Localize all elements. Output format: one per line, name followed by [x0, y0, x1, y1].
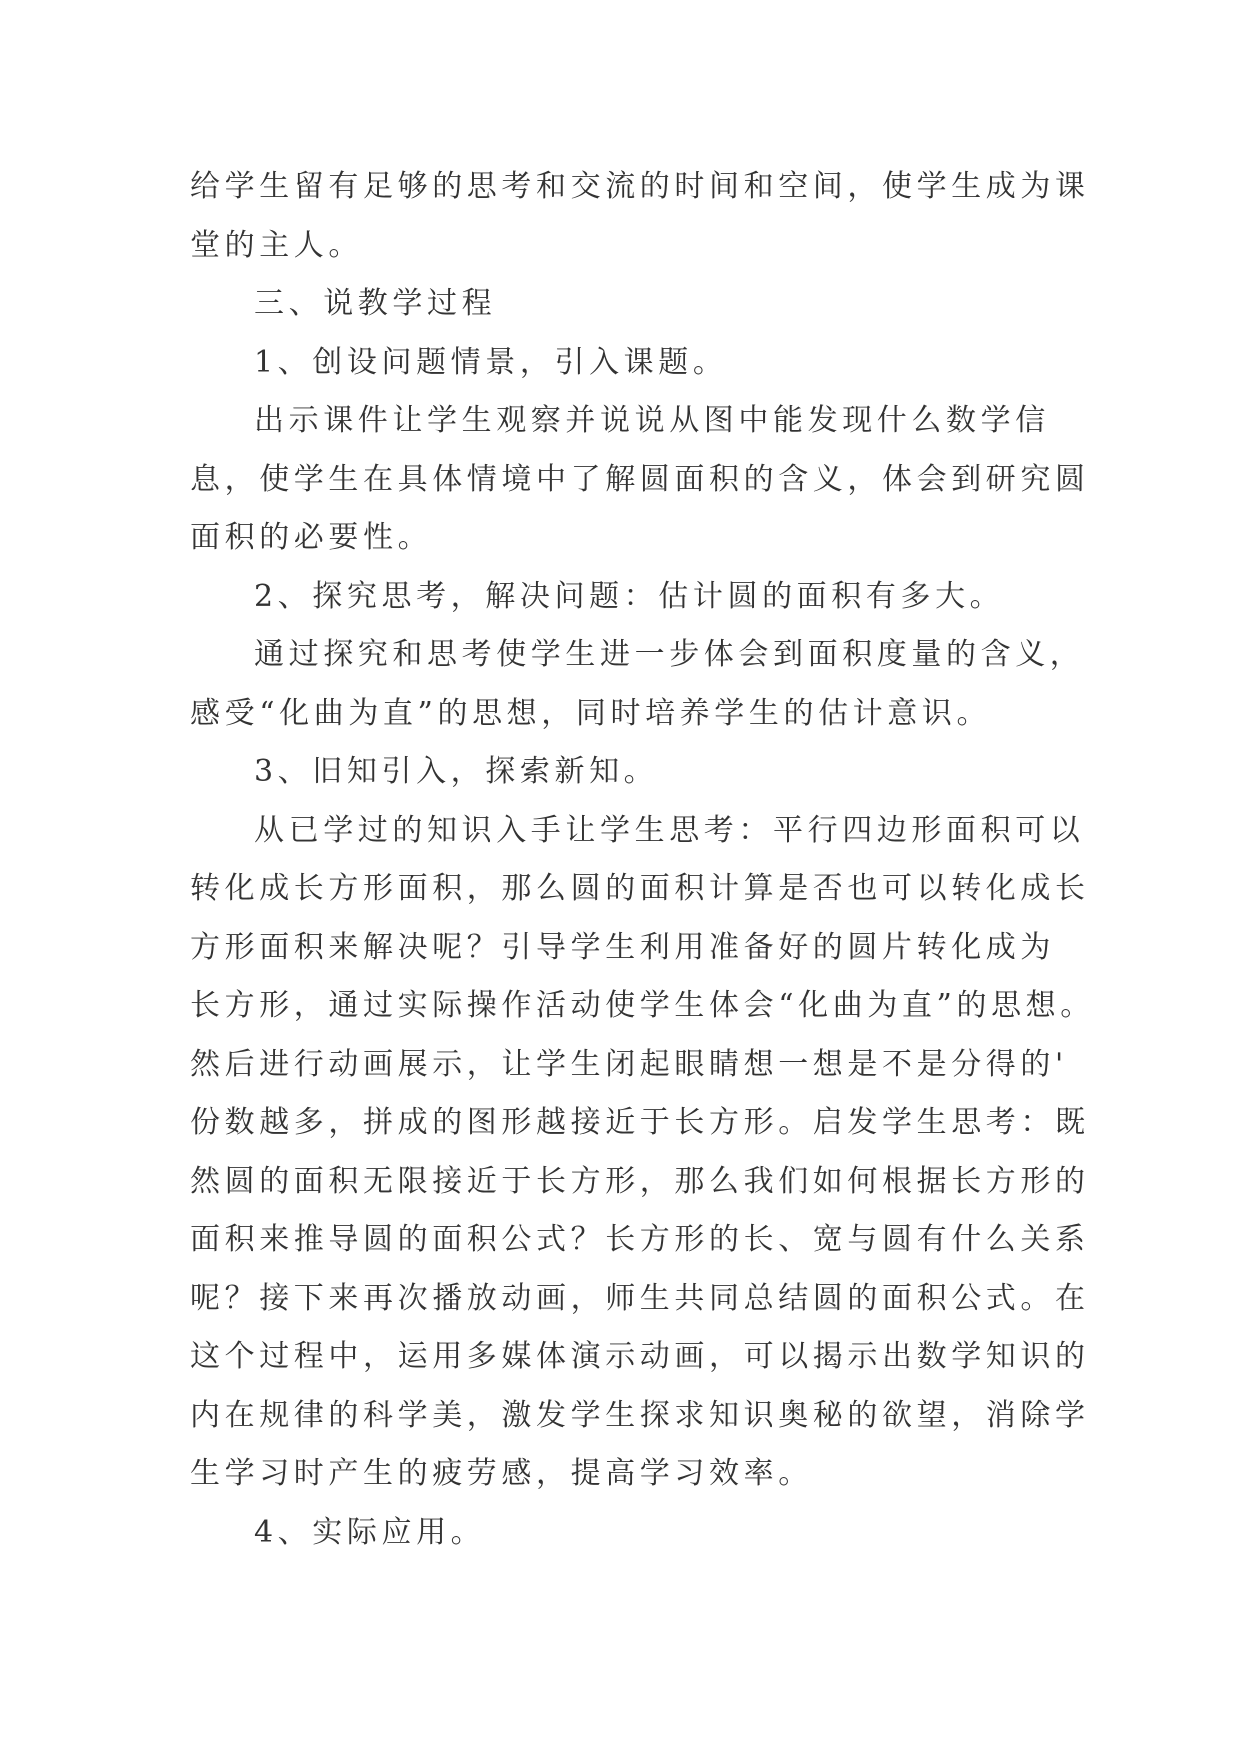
text-line: 方形面积来解决呢？引导学生利用准备好的圆片转化成为 [190, 929, 1055, 965]
text-line: 4、实际应用。 [254, 1514, 486, 1550]
text-line: 三、说教学过程 [254, 286, 497, 321]
text-line: 面积的必要性。 [190, 520, 433, 555]
document-body [190, 158, 1095, 1562]
text-line: 感受“化曲为直”的思想，同时培养学生的估计意识。 [190, 695, 992, 731]
text-line: 给学生留有足够的思考和交流的时间和空间，使学生成为课 [190, 169, 1090, 204]
text-line: 出示课件让学生观察并说说从图中能发现什么数学信 [254, 403, 1050, 438]
text-line: 从已学过的知识入手让学生思考：平行四边形面积可以 [254, 812, 1085, 848]
text-line: 堂的主人。 [190, 227, 363, 263]
text-line: 3、旧知引入，探索新知。 [254, 754, 659, 789]
text-line: 通过探究和思考使学生进一步体会到面积度量的含义， [254, 637, 1085, 672]
text-line: 份数越多，拼成的图形越接近于长方形。启发学生思考：既 [190, 1105, 1090, 1140]
text-line: 内在规律的科学美，激发学生探求知识奥秘的欲望，消除学 [190, 1397, 1090, 1433]
text-line: 呢？接下来再次播放动画，师生共同总结圆的面积公式。在 [190, 1280, 1090, 1316]
text-line: 2、探究思考，解决问题：估计圆的面积有多大。 [254, 578, 1005, 614]
text-line: 长方形，通过实际操作活动使学生体会“化曲为直”的思想。 [190, 988, 1095, 1023]
text-line: 然圆的面积无限接近于长方形，那么我们如何根据长方形的 [190, 1163, 1090, 1199]
text-line: 面积来推导圆的面积公式？长方形的长、宽与圆有什么关系 [190, 1222, 1090, 1257]
text-line: 生学习时产生的疲劳感，提高学习效率。 [190, 1456, 813, 1491]
text-line: 然后进行动画展示，让学生闭起眼睛想一想是不是分得的' [190, 1046, 1068, 1082]
text-line: 1、创设问题情景，引入课题。 [254, 344, 728, 380]
text-line: 这个过程中，运用多媒体演示动画，可以揭示出数学知识的 [190, 1339, 1090, 1374]
text-line: 转化成长方形面积，那么圆的面积计算是否也可以转化成长 [190, 871, 1090, 906]
text-line: 息，使学生在具体情境中了解圆面积的含义，体会到研究圆 [190, 461, 1090, 497]
